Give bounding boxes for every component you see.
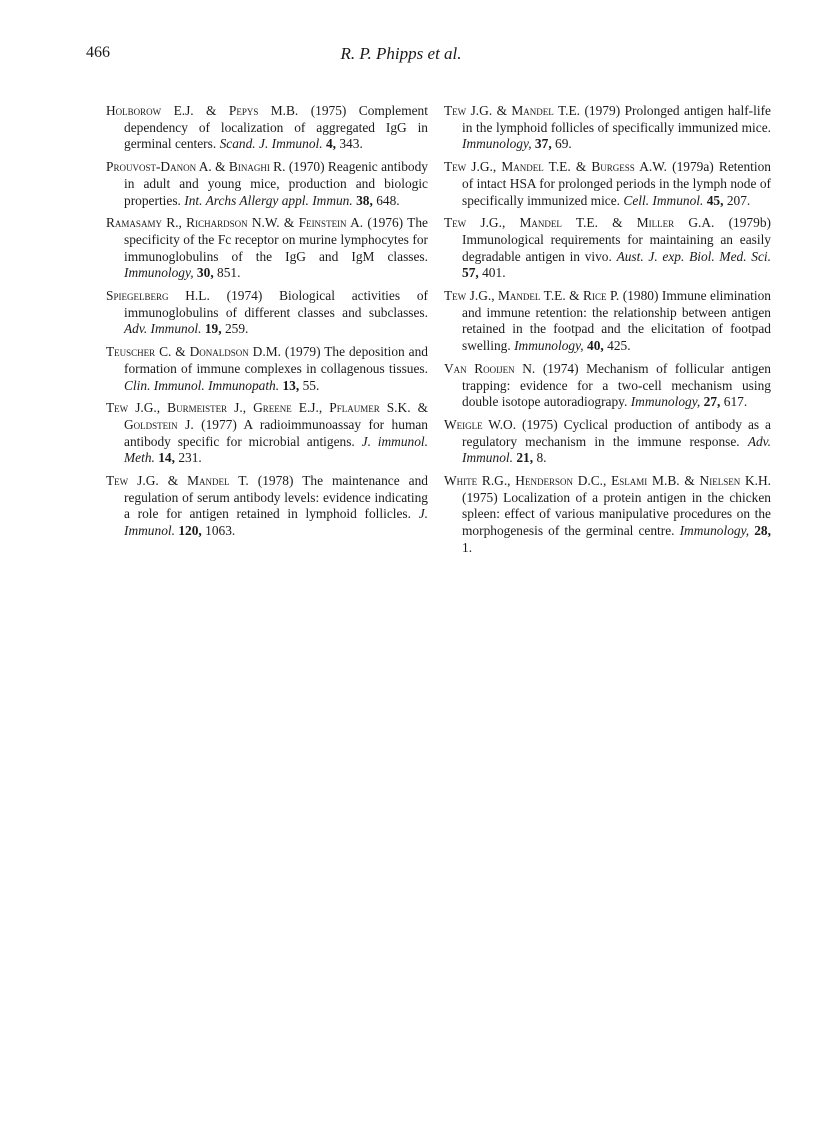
reference-title: Localization of a protein antigen in the chicken spleen: effect of various manipulative procedures on the morphogenesis of the germinal centre. (462, 489, 771, 539)
reference-journal: J. Immunol. (124, 506, 428, 539)
reference-entry (106, 473, 428, 540)
reference-volume: 38, (356, 192, 373, 208)
reference-year: (1974) (542, 360, 579, 376)
reference-pages: 207. (726, 192, 751, 208)
reference-pages: 259. (224, 321, 249, 337)
reference-authors: Tew J.G. & Mandel T. (106, 473, 249, 489)
reference-entry (444, 159, 771, 209)
reference-pages: 55. (302, 377, 320, 393)
reference-volume: 28, (754, 523, 771, 539)
reference-title: Cyclical production of antibody as a regulatory mechanism in the immune response. (462, 416, 771, 449)
reference-authors: Tew J.G., Burmeister J., Greene E.J., Pflaumer S.K. & Goldstein J. (106, 400, 428, 432)
reference-volume: 19, (204, 321, 222, 337)
reference-year: (1979b) (728, 215, 771, 231)
reference-pages: 1063. (205, 523, 236, 539)
reference-journal: Immunology, (124, 265, 194, 281)
reference-authors: Prouvost-Danon A. & Binaghi R. (106, 159, 286, 175)
reference-entry (444, 361, 771, 411)
reference-pages: 425. (607, 338, 631, 354)
reference-title: Immunological requirements for maintaining an easily degradable antigen in vivo. (462, 231, 771, 264)
reference-year: (1976) (367, 215, 404, 231)
references-left-column (106, 103, 428, 546)
page-header (86, 44, 716, 70)
reference-authors: Tew J.G., Mandel T.E. & Burgess A.W. (444, 159, 667, 175)
reference-volume: 57, (462, 265, 479, 281)
reference-volume: 45, (706, 192, 724, 208)
reference-volume: 14, (158, 450, 175, 466)
reference-authors: Spiegelberg H.L. (106, 288, 210, 304)
reference-volume: 4, (325, 136, 336, 152)
reference-pages: 8. (536, 450, 547, 466)
reference-year: (1979) (284, 344, 321, 360)
reference-journal: Aust. J. exp. Biol. Med. Sci. (616, 248, 771, 264)
reference-year: (1979) (584, 103, 621, 118)
reference-authors: Teuscher C. & Donaldson D.M. (106, 344, 281, 360)
reference-entry (106, 400, 428, 467)
reference-journal: Cell. Immunol. (623, 192, 704, 208)
reference-journal: Int. Archs Allergy appl. Immun. (184, 192, 353, 208)
reference-authors: White R.G., Henderson D.C., Eslami M.B. & Nielsen K.H. (444, 473, 771, 489)
reference-pages: 343. (339, 136, 363, 152)
reference-authors: Tew J.G. & Mandel T.E. (444, 103, 581, 118)
reference-authors: Tew J.G., Mandel T.E. & Rice P. (444, 288, 620, 304)
reference-journal: Scand. J. Immunol. (219, 136, 323, 152)
reference-entry (444, 417, 771, 467)
reference-title: Prolonged antigen half-life in the lymphoid follicles of specifically immunized mice. (462, 103, 771, 135)
reference-title: Complement dependency of localization of aggregated IgG in germinal centers. (124, 103, 428, 152)
reference-title: A radioimmunoassay for human antibody specific for microbial antigens. (124, 416, 428, 449)
reference-pages: 401. (482, 265, 506, 281)
reference-year: (1970) (288, 159, 325, 175)
reference-title: The maintenance and regulation of serum antibody levels: evidence indicating a role for antigen retained in lymphoid follicles. (124, 473, 428, 522)
reference-journal: Clin. Immunol. Immunopath. (124, 377, 280, 393)
reference-title: The deposition and formation of immune complexes in collagenous tissues. (124, 344, 428, 376)
reference-year: (1978) (257, 473, 294, 489)
reference-pages: 1. (462, 539, 473, 555)
reference-journal: Immunology, (630, 394, 701, 410)
reference-year: (1975) (462, 489, 498, 505)
reference-title: Reagenic antibody in adult and young mice, production and biologic properties. (124, 159, 428, 208)
reference-journal: Immunology, (514, 338, 584, 354)
reference-authors: Van Rooijen N. (444, 360, 536, 376)
reference-volume: 30, (196, 265, 214, 281)
reference-year: (1975) (310, 103, 347, 118)
running-head: R. P. Phipps et al. (340, 44, 462, 63)
reference-title: Immune elimination and immune retention: the relationship between antigen retained in the footpad and the elicitation of footpad swelling. (462, 288, 771, 354)
reference-entry (106, 288, 428, 338)
reference-journal: J. immunol. Meth. (124, 433, 428, 466)
reference-entry (444, 215, 771, 282)
reference-pages: 69. (555, 136, 572, 152)
reference-pages: 231. (178, 450, 202, 466)
reference-title: Mechanism of follicular antigen trapping: evidence for a two-cell mechanism using double isotope autoradiograpy. (462, 360, 771, 410)
reference-authors: Ramasamy R., Richardson N.W. & Feinstein A. (106, 215, 364, 231)
reference-volume: 13, (282, 377, 300, 393)
reference-journal: Adv. Immunol. (124, 321, 202, 337)
reference-year: (1980) (622, 288, 659, 304)
reference-entry (444, 103, 771, 153)
reference-authors: Tew J.G., Mandel T.E. & Miller G.A. (444, 215, 715, 231)
reference-year: (1977) (201, 416, 237, 432)
reference-authors: Weigle W.O. (444, 416, 517, 432)
reference-entry (106, 215, 428, 282)
reference-pages: 617. (723, 394, 748, 410)
reference-volume: 40, (587, 338, 604, 354)
reference-entry (106, 344, 428, 394)
reference-title: Retention of intact HSA for prolonged periods in the lymph node of specifically immunized mice. (462, 159, 771, 208)
reference-title: Biological activities of immunoglobulins of different classes and subclasses. (124, 288, 428, 320)
reference-volume: 27, (703, 394, 721, 410)
reference-authors: Holborow E.J. & Pepys M.B. (106, 103, 299, 118)
reference-entry (444, 288, 771, 355)
reference-entry (106, 103, 428, 153)
reference-journal: Immunology, (679, 523, 750, 539)
reference-year: (1975) (522, 416, 558, 432)
reference-year: (1979a) (672, 159, 714, 175)
reference-pages: 648. (376, 192, 400, 208)
reference-year: (1974) (226, 288, 263, 304)
reference-entry (106, 159, 428, 209)
references-right-column (444, 103, 771, 563)
reference-title: The specificity of the Fc receptor on murine lymphocytes for immunoglobulins of the IgG and IgM classes. (124, 215, 428, 264)
reference-pages: 851. (217, 265, 241, 281)
reference-journal: Adv. Immunol. (462, 433, 771, 466)
reference-volume: 37, (534, 136, 552, 152)
reference-journal: Immunology, (462, 136, 532, 152)
reference-volume: 120, (178, 523, 202, 539)
page-number: 466 (86, 44, 110, 61)
reference-entry (444, 473, 771, 557)
reference-volume: 21, (516, 450, 534, 466)
